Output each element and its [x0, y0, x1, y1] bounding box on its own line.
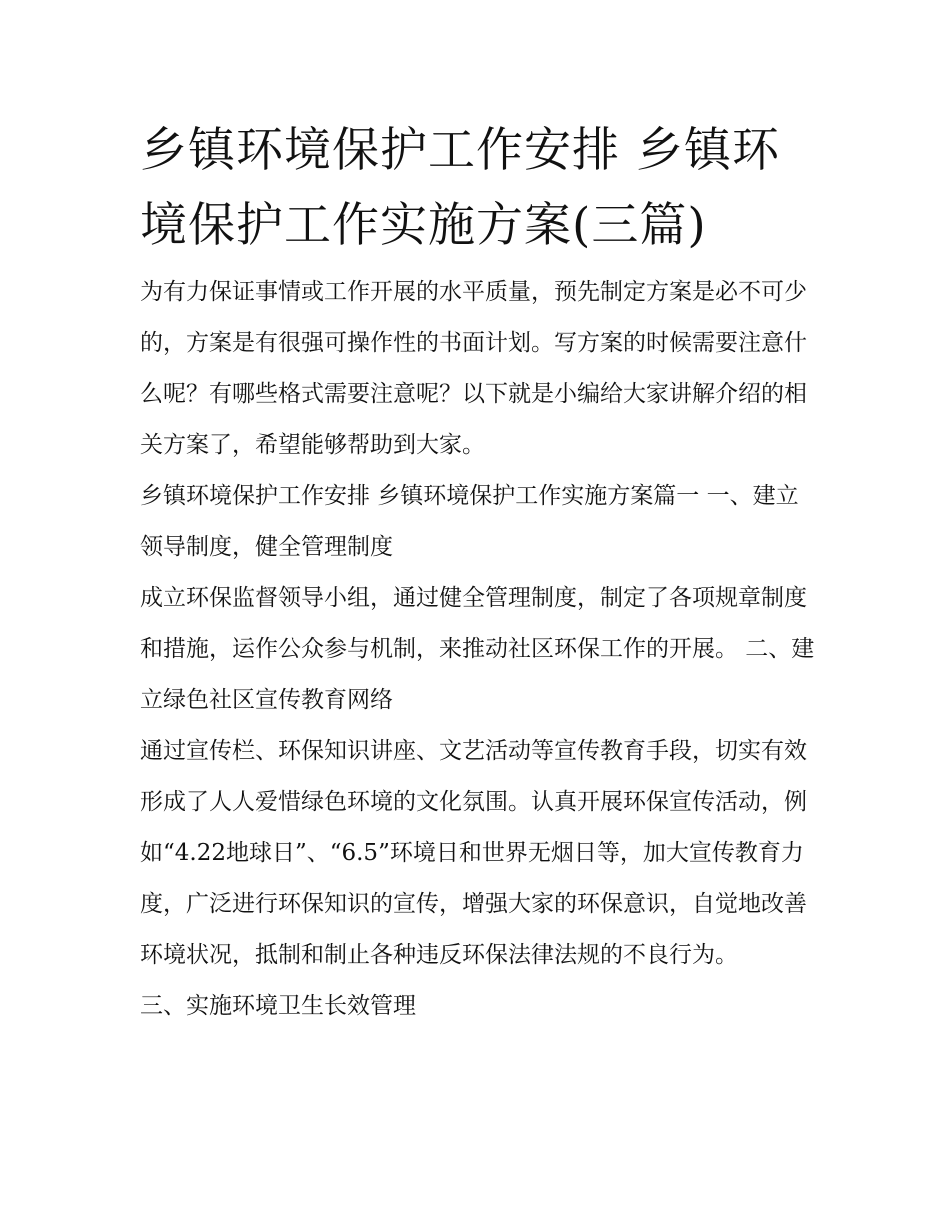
paragraph-leadership: 成立环保监督领导小组，通过健全管理制度，制定了各项规章制度和措施，运作公众参与机制，来推动社区环保工作的开展。 二、建立绿色社区宣传教育网络	[140, 585, 815, 713]
section-heading-1: 乡镇环境保护工作安排 乡镇环境保护工作实施方案篇一 一、建立领导制度，健全管理制度	[140, 483, 799, 560]
section-heading-3: 三、实施环境卫生长效管理	[140, 993, 416, 1019]
paragraph-education: 通过宣传栏、环保知识讲座、文艺活动等宣传教育手段，切实有效形成了人人爱惜绿色环境的文化氛围。认真开展环保宣传活动，例如“4.22地球日”、“6.5”环境日和世界无烟日等，加大宣传教育力度，广泛进行环保知识的宣传，增强大家的环保意识，自觉地改善环境状况，抵制和制止各种违反环保法律法规的不良行为。	[140, 738, 807, 968]
document-title: 乡镇环境保护工作安排 乡镇环境保护工作实施方案(三篇)	[140, 123, 780, 253]
intro-paragraph: 为有力保证事情或工作开展的水平质量，预先制定方案是必不可少的，方案是有很强可操作性的书面计划。写方案的时候需要注意什么呢？有哪些格式需要注意呢？以下就是小编给大家讲解介绍的相关方案了，希望能够帮助到大家。	[140, 279, 807, 458]
document-page	[140, 113, 820, 1032]
